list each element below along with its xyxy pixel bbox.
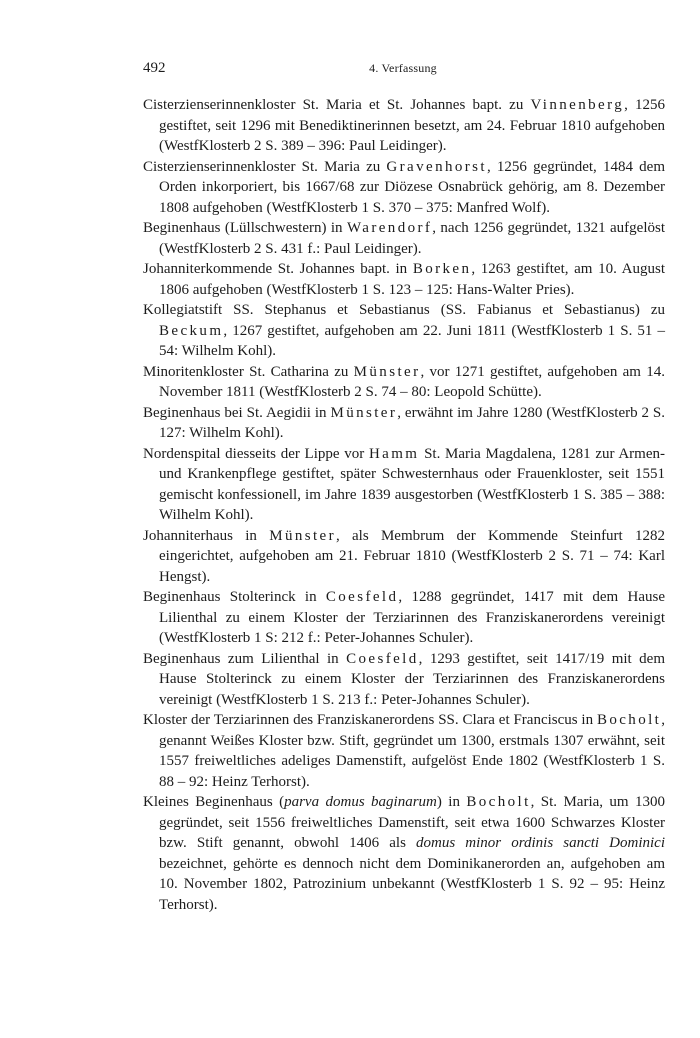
entry-text: Beginenhaus Stolterinck in xyxy=(143,589,326,605)
place-name: Coesfeld xyxy=(346,650,419,667)
entry-bocholt-beginenhaus xyxy=(143,792,665,915)
entry-text: Cisterzienserinnenkloster St. Maria zu xyxy=(143,158,387,175)
entry-list xyxy=(143,95,665,915)
entry-text: , St. Maria, um 1300 gegründet, seit 1556 freiweltliches Damenstift, seit etwa 1600 Schwarzes Kloster bzw. Stift genannt, obwohl 1406 als xyxy=(159,794,665,851)
entry-text: bezeichnet, gehörte es dennoch nicht dem Dominikanerorden an, aufgehoben am 10. November 1802, Patrozinium unbekannt (WestfKlosterb 1 S. 92 – 95: Heinz Terhorst). xyxy=(159,855,665,913)
entry-coesfeld-lilienthal xyxy=(143,649,665,711)
entry-text: Beginenhaus bei St. Aegidii in xyxy=(143,404,331,421)
place-name: Münster xyxy=(269,527,336,544)
entry-text: , vor 1271 gestiftet, aufgehoben am 14. November 1811 (WestfKlosterb 2 S. 74 – 80: Leopold Schütte). xyxy=(159,363,666,400)
entry-borken xyxy=(143,259,665,300)
entry-text: , als Membrum der Kommende Steinfurt 1282 eingerichtet, aufgehoben am 21. Februar 1810 (WestfKlosterb 2 S. 71 – 74: Karl Hengst). xyxy=(159,527,665,585)
place-name: Hamm xyxy=(368,445,420,462)
place-name: Münster xyxy=(330,404,398,421)
entry-text: Minoritenkloster St. Catharina zu xyxy=(143,363,354,380)
entry-muenster-minoriten xyxy=(143,362,665,403)
place-name: Bocholt xyxy=(596,712,662,728)
entry-text: , 1288 gegründet, 1417 mit dem Hause Lilienthal zu einem Kloster der Terziarinnen des Franziskanerordens vereinigt (WestfKlosterb 1 S: 212 f.: Peter-Johannes Schuler). xyxy=(159,589,665,646)
entry-text: , 1263 gestiftet, am 10. August 1806 aufgehoben (WestfKlosterb 1 S. 123 – 125: Hans-Walter Pries). xyxy=(159,261,665,298)
place-name: Gravenhorst xyxy=(386,158,487,175)
entry-text: Cisterzienserinnenkloster St. Maria et St. Johannes bapt. zu xyxy=(143,97,531,113)
entry-text: Nordenspital diesseits der Lippe vor xyxy=(143,445,369,462)
place-name: Warendorf xyxy=(346,220,433,236)
place-name: Borken xyxy=(412,261,472,277)
entry-warendorf xyxy=(143,218,665,259)
place-name: Münster xyxy=(353,363,421,380)
place-name: Beckum xyxy=(159,322,224,339)
entry-text: Kleines Beginenhaus ( xyxy=(143,794,285,810)
entry-beckum xyxy=(143,300,665,362)
entry-text: ) in xyxy=(436,794,467,810)
entry-text: Johanniterhaus in xyxy=(143,527,270,544)
entry-text: St. Maria Magdalena, 1281 zur Armen- und Krankenpflege gestiftet, später Schwesternhaus oder Frauenkloster, seit 1551 gemischt konfessionell, im Jahre 1839 ausgestorben (WestfKlosterb 1 S. 385 – 388: Wilhelm Kohl). xyxy=(159,445,665,523)
entry-hamm xyxy=(143,444,665,526)
entry-text: , nach 1256 gegründet, 1321 aufgelöst (WestfKlosterb 2 S. 431 f.: Paul Leidinger). xyxy=(159,220,665,257)
entry-muenster-johanniter xyxy=(143,526,665,588)
running-head: 4. Verfassung xyxy=(369,61,437,75)
entry-text: Kollegiatstift SS. Stephanus et Sebastianus (SS. Fabianus et Sebastianus) zu xyxy=(143,302,665,318)
entry-muenster-aegidii xyxy=(143,403,665,444)
entry-text: , 1267 gestiftet, aufgehoben am 22. Juni 1811 (WestfKlosterb 1 S. 51 – 54: Wilhelm Kohl). xyxy=(159,322,665,359)
page-header xyxy=(143,60,663,82)
entry-text: Kloster der Terziarinnen des Franziskanerordens SS. Clara et Franciscus in xyxy=(143,712,597,728)
entry-text: , 1293 gestiftet, seit 1417/19 mit dem Hause Stolterinck zu einem Kloster der Terziarinnen des Franziskanerordens vereinigt (WestfKlosterb 1 S. 213 f.: Peter-Johannes Schuler). xyxy=(159,650,665,708)
entry-text: Beginenhaus zum Lilienthal in xyxy=(143,650,347,667)
place-name: Vinnenberg xyxy=(530,97,625,113)
page-number: 492 xyxy=(143,60,166,76)
entry-text: , erwähnt im Jahre 1280 (WestfKlosterb 2 S. 127: Wilhelm Kohl). xyxy=(159,404,666,441)
latin-term: parva domus baginarum xyxy=(284,794,437,810)
entry-bocholt-weisses-kloster xyxy=(143,710,665,792)
entry-text: Johanniterkommende St. Johannes bapt. in xyxy=(143,261,413,277)
entry-gravenhorst xyxy=(143,157,665,219)
place-name: Coesfeld xyxy=(325,589,399,605)
entry-coesfeld-stolterinck xyxy=(143,587,665,649)
entry-vinnenberg xyxy=(143,95,665,157)
entry-text: Beginenhaus (Lüllschwestern) in xyxy=(143,220,347,236)
place-name: Bocholt xyxy=(466,794,531,810)
entry-text: , 1256 gegründet, 1484 dem Orden inkorporiert, bis 1667/68 zur Diözese Osnabrück gehörig, am 8. Dezember 1808 aufgehoben (WestfKlosterb 1 S. 370 – 375: Manfred Wolf). xyxy=(159,158,665,216)
entry-text: , 1256 gestiftet, seit 1296 mit Benediktinerinnen besetzt, am 24. Februar 1810 aufgehoben (WestfKlosterb 2 S. 389 – 396: Paul Leidinger). xyxy=(159,97,665,154)
latin-term: domus minor ordinis sancti Dominici xyxy=(416,835,665,851)
entry-text: , genannt Weißes Kloster bzw. Stift, gegründet um 1300, erstmals 1307 erwähnt, seit 1557 freiweltliches adeliges Damenstift, aufgelöst Ende 1802 (WestfKlosterb 1 S. 88 – 92: Heinz Terhorst). xyxy=(159,712,665,790)
